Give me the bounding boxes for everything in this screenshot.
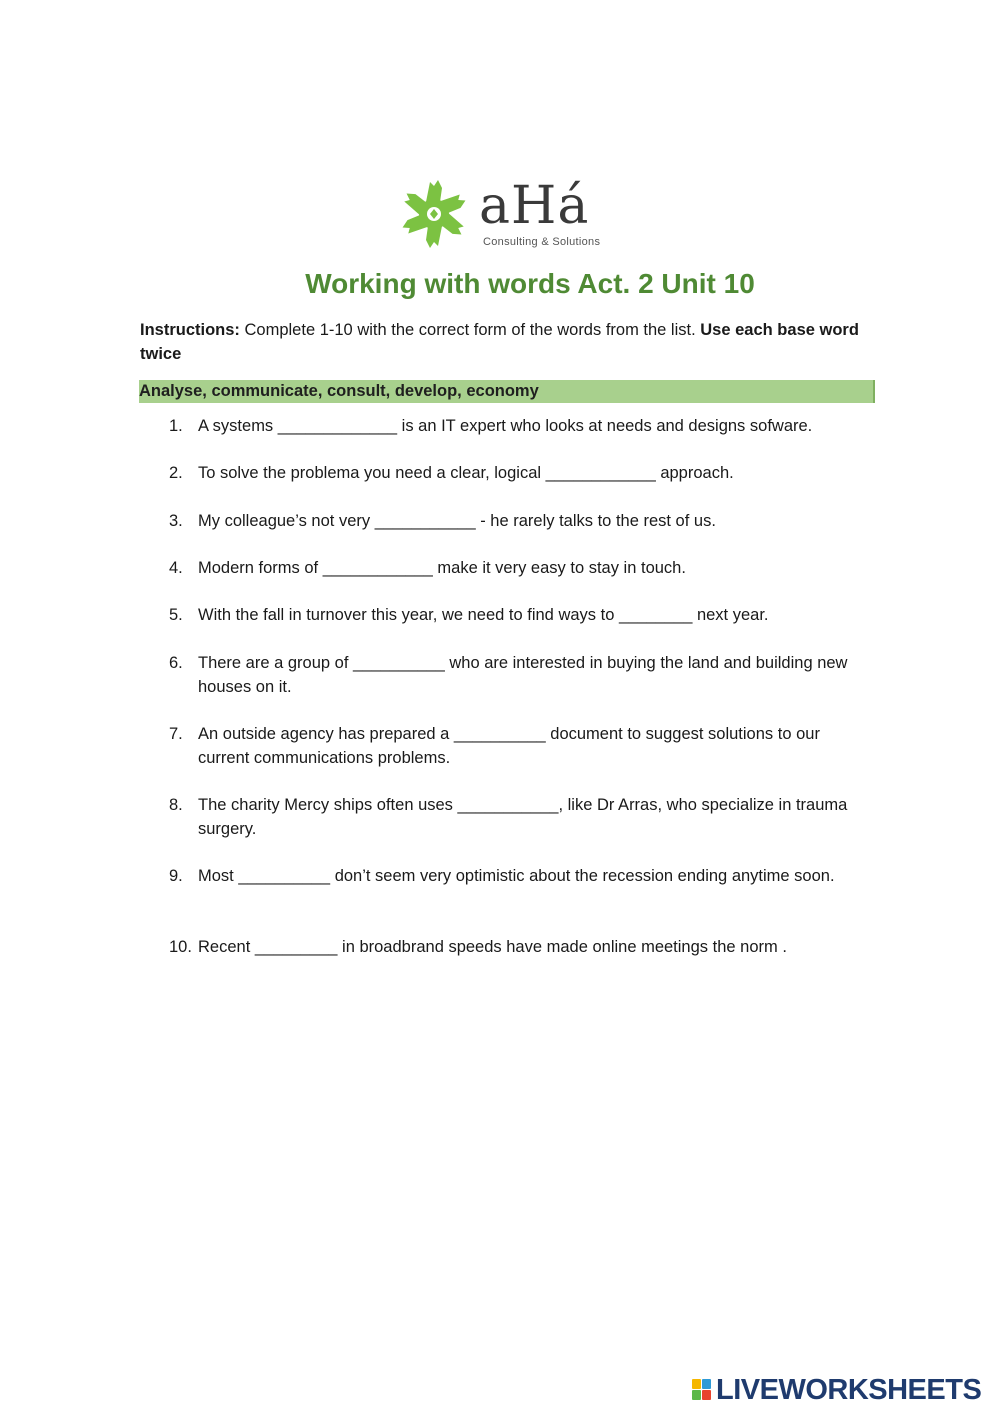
word-list-bar: Analyse, communicate, consult, develop, economy — [139, 380, 875, 403]
logo-tagline: Consulting & Solutions — [483, 236, 601, 248]
item-number: 5. — [169, 606, 183, 624]
item-text: The charity Mercy ships often uses ___________, like Dr Arras, who specialize in trauma surgery. — [198, 796, 848, 838]
instructions-text: Complete 1-10 with the correct form of the words from the list. — [239, 321, 701, 339]
item-number: 9. — [169, 867, 183, 885]
item-text: A systems _____________ is an IT expert who looks at needs and designs sofware. — [198, 417, 813, 435]
item-number: 3. — [169, 512, 183, 530]
instructions-label: Instructions: — [140, 321, 240, 339]
instructions-emphasis: Use each base word twice — [140, 321, 859, 363]
item-number: 1. — [169, 417, 183, 435]
aha-logo — [396, 176, 606, 256]
item-number: 2. — [169, 464, 183, 482]
item-number: 4. — [169, 559, 183, 577]
liveworksheets-blocks-icon — [692, 1379, 712, 1401]
item-text: Most __________ don’t seem very optimistic about the recession ending anytime soon. — [198, 867, 835, 885]
item-number: 10. — [169, 938, 192, 956]
gear-star-logo-icon — [396, 176, 472, 252]
item-number: 8. — [169, 796, 183, 814]
logo-wordmark: aHá — [479, 176, 590, 236]
item-text: Recent _________ in broadbrand speeds have made online meetings the norm . — [198, 938, 787, 956]
liveworksheets-wordmark: LIVEWORKSHEETS — [716, 1374, 982, 1406]
item-text: There are a group of __________ who are interested in buying the land and building new houses on it. — [198, 654, 848, 696]
page-title: Working with words Act. 2 Unit 10 — [305, 268, 755, 299]
item-text: My colleague’s not very ___________ - he rarely talks to the rest of us. — [198, 512, 716, 530]
item-number: 7. — [169, 725, 183, 743]
item-text: An outside agency has prepared a __________ document to suggest solutions to our current communications problems. — [198, 725, 820, 767]
item-text: Modern forms of ____________ make it very easy to stay in touch. — [198, 559, 686, 577]
item-text: To solve the problema you need a clear, logical ____________ approach. — [198, 464, 734, 482]
instructions — [140, 318, 870, 366]
item-number: 6. — [169, 654, 183, 672]
liveworksheets-logo[interactable] — [692, 1374, 992, 1406]
item-text: With the fall in turnover this year, we need to find ways to ________ next year. — [198, 606, 769, 624]
